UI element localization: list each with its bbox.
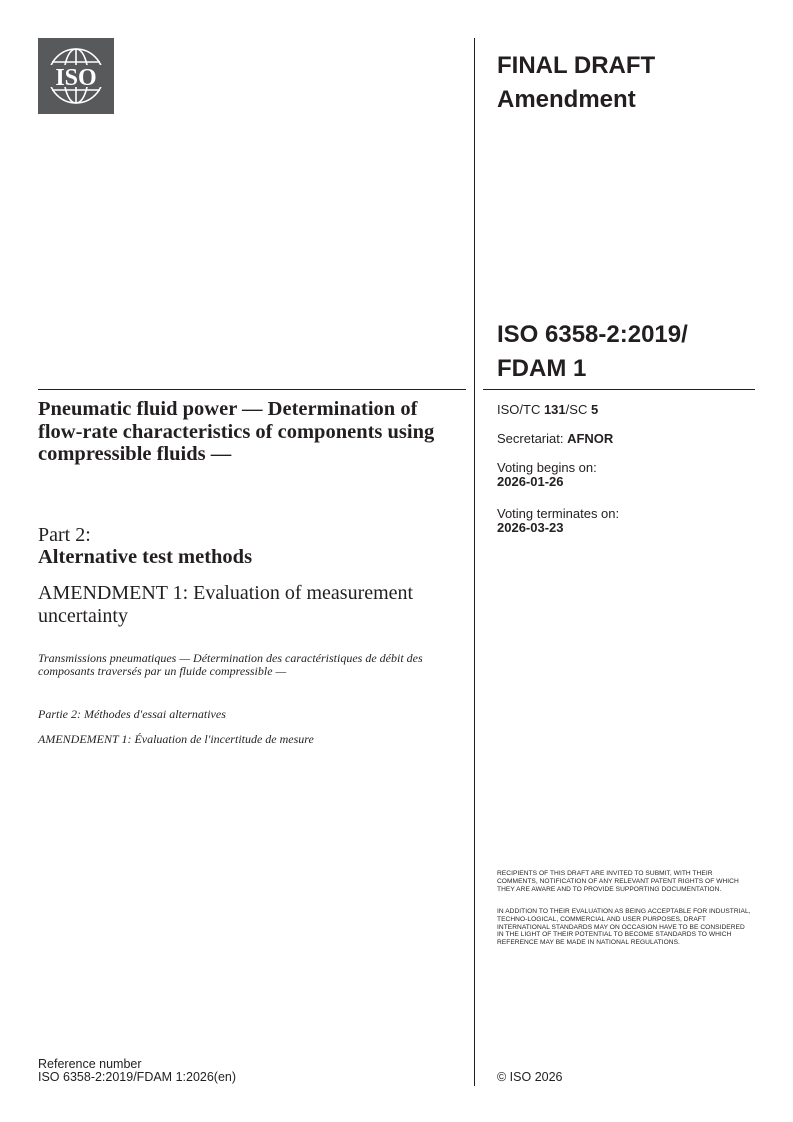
logo-text: ISO [55,65,97,91]
iso-logo [38,38,114,114]
committee [497,402,598,417]
copyright: © ISO 2026 [497,1070,563,1084]
evaluation-notice: IN ADDITION TO THEIR EVALUATION AS BEING ACCEPTABLE FOR INDUSTRIAL, TECHNO-LOGICAL, COMMERCIAL AND USER PURPOSES, DRAFT INTERNATIONAL STANDARDS MAY ON OCCASION HAVE TO BE CONSIDERED IN THE LIGHT OF THEIR POTENTIAL TO BECOME STANDARDS TO WHICH REFERENCE MAY BE MADE IN NATIONAL REGULATIONS. [497,908,751,947]
main-title: Pneumatic fluid power — Determination of flow-rate characteristics of components using compressible fluids — [38,398,435,465]
amendment-title: AMENDMENT 1: Evaluation of measurement uncertainty [38,582,414,627]
part-title: Alternative test methods [38,546,253,568]
committee-sc: 5 [590,402,599,417]
french-amendment-title: AMENDEMENT 1: Évaluation de l'incertitude de mesure [38,732,314,746]
reference-line-2: FDAM 1 [497,355,587,382]
voting-terminates-date: 2026-03-23 [497,520,564,535]
committee-prefix: ISO/TC [497,402,544,417]
document-stage [497,49,655,117]
reference-number-label: Reference number [38,1057,142,1071]
french-title: Transmissions pneumatiques — Détermination des caractéristiques de débit des composants traversés par un fluide compressible — [38,651,423,678]
patent-notice: RECIPIENTS OF THIS DRAFT ARE INVITED TO SUBMIT, WITH THEIR COMMENTS, NOTIFICATION OF ANY RELEVANT PATENT RIGHTS OF WHICH THEY ARE AWARE AND TO PROVIDE SUPPORTING DOCUMENTATION. [497,870,739,893]
stage-line-1: FINAL DRAFT [497,52,656,79]
secretariat-value: AFNOR [567,431,614,446]
document-reference [497,318,757,386]
globe-icon [38,38,114,114]
voting-begins-label: Voting begins on: [497,460,597,475]
french-part-title: Partie 2: Méthodes d'essai alternatives [38,707,226,721]
voting-begins-date: 2026-01-26 [497,474,564,489]
committee-sep: /SC [565,402,591,417]
column-divider [474,38,475,1086]
secretariat-label: Secretariat: [497,431,568,446]
secretariat [497,431,613,446]
right-horizontal-rule [483,389,755,390]
reference-line-1: ISO 6358-2:2019/ [497,321,688,348]
committee-tc: 131 [543,402,566,417]
reference-number: ISO 6358-2:2019/FDAM 1:2026(en) [38,1070,237,1084]
stage-line-2: Amendment [497,86,636,113]
voting-terminates-label: Voting terminates on: [497,506,620,521]
part-label: Part 2: [38,524,91,546]
left-horizontal-rule [38,389,466,390]
